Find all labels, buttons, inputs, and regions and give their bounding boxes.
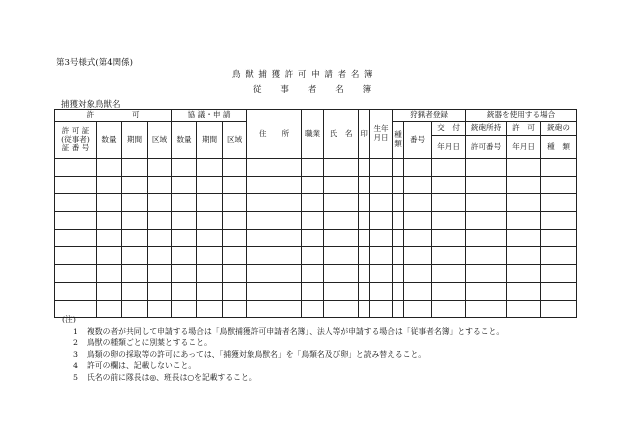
col-gun-permit-date: 年月日 bbox=[507, 136, 541, 159]
table-row bbox=[55, 176, 577, 194]
table-row bbox=[55, 194, 577, 212]
group-permit: 許 可 bbox=[55, 110, 172, 122]
table-cell[interactable] bbox=[393, 159, 404, 177]
table-cell[interactable] bbox=[404, 247, 432, 265]
table-cell[interactable] bbox=[97, 282, 122, 300]
target-species-label: 捕獲対象鳥獣名 bbox=[61, 100, 121, 110]
table-cell[interactable] bbox=[541, 159, 577, 177]
table-cell[interactable] bbox=[122, 247, 148, 265]
table-cell[interactable] bbox=[359, 212, 370, 230]
note-text: 鳥獣の種類ごとに別葉とすること。 bbox=[87, 338, 212, 348]
table-cell[interactable] bbox=[466, 159, 507, 177]
col-permit-cert-no: 許 可 証 (従事者) 証 番 号 bbox=[55, 122, 97, 159]
col-hunt-type: 種 類 bbox=[393, 122, 404, 159]
note-text: 氏名の前に隊長は◎、班長は○を記載すること。 bbox=[87, 372, 257, 382]
table-cell[interactable] bbox=[55, 229, 97, 247]
table-cell[interactable] bbox=[370, 282, 393, 300]
col-issue-date: 年月日 bbox=[432, 136, 466, 159]
table-cell[interactable] bbox=[122, 282, 148, 300]
col-occupation: 職業 bbox=[302, 110, 324, 159]
col-gun-permit-label: 銃砲所持 bbox=[466, 122, 507, 136]
table-cell[interactable] bbox=[122, 229, 148, 247]
table-cell[interactable] bbox=[541, 212, 577, 230]
table-cell[interactable] bbox=[55, 159, 97, 177]
table-cell[interactable] bbox=[97, 176, 122, 194]
table-cell[interactable] bbox=[393, 194, 404, 212]
table-cell[interactable] bbox=[324, 159, 359, 177]
table-cell[interactable] bbox=[148, 176, 172, 194]
table-row bbox=[55, 229, 577, 247]
table-cell[interactable] bbox=[148, 282, 172, 300]
table-row bbox=[55, 159, 577, 177]
table-cell[interactable] bbox=[247, 247, 302, 265]
note-item bbox=[62, 337, 504, 349]
table-cell[interactable] bbox=[466, 212, 507, 230]
table-cell[interactable] bbox=[172, 159, 197, 177]
note-item bbox=[62, 360, 504, 372]
table-cell[interactable] bbox=[507, 194, 541, 212]
table-cell[interactable] bbox=[197, 159, 223, 177]
notes-label: (注) bbox=[62, 315, 76, 324]
table-row bbox=[55, 212, 577, 230]
col-gun-permit-no: 許可番号 bbox=[466, 136, 507, 159]
table-cell[interactable] bbox=[432, 247, 466, 265]
table-cell[interactable] bbox=[197, 265, 223, 283]
table-cell[interactable] bbox=[223, 212, 247, 230]
table-cell[interactable] bbox=[466, 282, 507, 300]
table-cell[interactable] bbox=[432, 159, 466, 177]
table-cell[interactable] bbox=[359, 247, 370, 265]
table-cell[interactable] bbox=[247, 159, 302, 177]
table-cell[interactable] bbox=[223, 282, 247, 300]
note-number: 5 bbox=[73, 372, 78, 382]
table-cell[interactable] bbox=[404, 212, 432, 230]
table-cell[interactable] bbox=[122, 194, 148, 212]
note-number: 2 bbox=[73, 338, 78, 348]
table-cell[interactable] bbox=[324, 265, 359, 283]
notes-list bbox=[62, 326, 504, 384]
table-cell[interactable] bbox=[466, 247, 507, 265]
col-consult-period: 期間 bbox=[197, 122, 223, 159]
notes-section bbox=[62, 314, 504, 384]
table-cell[interactable] bbox=[404, 194, 432, 212]
table-cell[interactable] bbox=[55, 265, 97, 283]
note-number: 3 bbox=[73, 349, 78, 359]
table-cell[interactable] bbox=[432, 229, 466, 247]
table-cell[interactable] bbox=[541, 176, 577, 194]
table-cell[interactable] bbox=[393, 176, 404, 194]
table-cell[interactable] bbox=[393, 229, 404, 247]
table-cell[interactable] bbox=[404, 229, 432, 247]
table-cell[interactable] bbox=[247, 212, 302, 230]
col-name: 氏 名 bbox=[324, 110, 359, 159]
table-cell[interactable] bbox=[302, 282, 324, 300]
table-cell[interactable] bbox=[393, 265, 404, 283]
table-cell[interactable] bbox=[302, 176, 324, 194]
table-cell[interactable] bbox=[172, 194, 197, 212]
applicant-register-table bbox=[54, 109, 577, 318]
table-cell[interactable] bbox=[404, 265, 432, 283]
table-cell[interactable] bbox=[122, 159, 148, 177]
table-cell[interactable] bbox=[223, 247, 247, 265]
table-cell[interactable] bbox=[197, 247, 223, 265]
table-cell[interactable] bbox=[359, 159, 370, 177]
table-cell[interactable] bbox=[302, 194, 324, 212]
table-cell[interactable] bbox=[370, 247, 393, 265]
group-hunting-registration: 狩猟者登録 bbox=[393, 110, 466, 122]
table-cell[interactable] bbox=[172, 212, 197, 230]
table-cell[interactable] bbox=[324, 176, 359, 194]
group-consultation: 協 議・申 請 bbox=[172, 110, 247, 122]
table-cell[interactable] bbox=[97, 159, 122, 177]
note-text: 鳥類の卵の採取等の許可にあっては、「捕獲対象鳥獣名」を「鳥類名及び卵」と読み替えること。 bbox=[87, 349, 427, 359]
table-cell[interactable] bbox=[172, 229, 197, 247]
note-item bbox=[62, 349, 504, 361]
table-cell[interactable] bbox=[370, 265, 393, 283]
table-cell[interactable] bbox=[172, 247, 197, 265]
table-cell[interactable] bbox=[97, 229, 122, 247]
table-cell[interactable] bbox=[324, 212, 359, 230]
table-cell[interactable] bbox=[432, 265, 466, 283]
table-cell[interactable] bbox=[55, 212, 97, 230]
note-item bbox=[62, 372, 504, 384]
table-cell[interactable] bbox=[507, 176, 541, 194]
table-cell[interactable] bbox=[197, 282, 223, 300]
table-cell[interactable] bbox=[302, 265, 324, 283]
col-seal: 印 bbox=[359, 110, 370, 159]
table-cell[interactable] bbox=[404, 176, 432, 194]
table-cell[interactable] bbox=[541, 247, 577, 265]
table-cell[interactable] bbox=[324, 229, 359, 247]
table-cell[interactable] bbox=[541, 229, 577, 247]
table-cell[interactable] bbox=[172, 282, 197, 300]
col-gun-kind: 種 類 bbox=[541, 136, 577, 159]
table-cell[interactable] bbox=[148, 194, 172, 212]
table-cell[interactable] bbox=[55, 194, 97, 212]
col-issue-label: 交 付 bbox=[432, 122, 466, 136]
note-item bbox=[62, 326, 504, 338]
table-cell[interactable] bbox=[302, 247, 324, 265]
table-cell[interactable] bbox=[302, 229, 324, 247]
col-permit-period: 期間 bbox=[122, 122, 148, 159]
table-cell[interactable] bbox=[393, 212, 404, 230]
table-cell[interactable] bbox=[148, 265, 172, 283]
table-cell[interactable] bbox=[223, 194, 247, 212]
col-hunt-number: 番号 bbox=[404, 122, 432, 159]
table-cell[interactable] bbox=[97, 265, 122, 283]
note-text: 複数の者が共同して申請する場合は「鳥獣捕獲許可申請者名簿」、法人等が申請する場合は「従事者名簿」とすること。 bbox=[87, 326, 505, 336]
col-gun-kind-label: 銃砲の bbox=[541, 122, 577, 136]
table-cell[interactable] bbox=[466, 265, 507, 283]
page-title: 鳥 獣 捕 獲 許 可 申 請 者 名 簿 bbox=[232, 70, 374, 80]
table-cell[interactable] bbox=[97, 194, 122, 212]
table-cell[interactable] bbox=[148, 212, 172, 230]
table-cell[interactable] bbox=[466, 194, 507, 212]
table-cell[interactable] bbox=[507, 212, 541, 230]
table-cell[interactable] bbox=[432, 176, 466, 194]
table-cell[interactable] bbox=[359, 265, 370, 283]
table-cell[interactable] bbox=[393, 282, 404, 300]
table-cell[interactable] bbox=[197, 176, 223, 194]
table-cell[interactable] bbox=[404, 159, 432, 177]
col-address: 住 所 bbox=[247, 110, 302, 159]
page-subtitle: 従 事 者 名 簿 bbox=[253, 85, 372, 95]
table-cell[interactable] bbox=[97, 212, 122, 230]
table-cell[interactable] bbox=[393, 247, 404, 265]
table-cell[interactable] bbox=[247, 176, 302, 194]
table-cell[interactable] bbox=[302, 212, 324, 230]
table-row bbox=[55, 282, 577, 300]
table-cell[interactable] bbox=[432, 282, 466, 300]
col-consult-count: 数量 bbox=[172, 122, 197, 159]
table-cell[interactable] bbox=[97, 247, 122, 265]
table-cell[interactable] bbox=[324, 247, 359, 265]
table-cell[interactable] bbox=[247, 229, 302, 247]
table-cell[interactable] bbox=[541, 282, 577, 300]
table-cell[interactable] bbox=[247, 265, 302, 283]
table-row bbox=[55, 247, 577, 265]
table-cell[interactable] bbox=[148, 247, 172, 265]
table-cell[interactable] bbox=[370, 176, 393, 194]
table-cell[interactable] bbox=[370, 212, 393, 230]
table-cell[interactable] bbox=[247, 194, 302, 212]
note-text: 許可の欄は、記載しないこと。 bbox=[87, 361, 197, 371]
col-permit-count: 数量 bbox=[97, 122, 122, 159]
table-cell[interactable] bbox=[55, 247, 97, 265]
table-cell[interactable] bbox=[223, 265, 247, 283]
table-cell[interactable] bbox=[370, 159, 393, 177]
table-cell[interactable] bbox=[223, 229, 247, 247]
table-cell[interactable] bbox=[148, 229, 172, 247]
table-cell[interactable] bbox=[404, 282, 432, 300]
table-cell[interactable] bbox=[302, 159, 324, 177]
table-cell[interactable] bbox=[197, 194, 223, 212]
table-cell[interactable] bbox=[507, 247, 541, 265]
table-cell[interactable] bbox=[122, 265, 148, 283]
col-permit-area: 区域 bbox=[148, 122, 172, 159]
table-cell[interactable] bbox=[197, 212, 223, 230]
note-number: 1 bbox=[73, 326, 78, 336]
table-cell[interactable] bbox=[541, 194, 577, 212]
table-row bbox=[55, 265, 577, 283]
table-cell[interactable] bbox=[359, 194, 370, 212]
table-cell[interactable] bbox=[55, 282, 97, 300]
table-cell[interactable] bbox=[359, 282, 370, 300]
table-cell[interactable] bbox=[55, 176, 97, 194]
table-cell[interactable] bbox=[359, 176, 370, 194]
table-cell[interactable] bbox=[359, 229, 370, 247]
group-gun-use: 銃器を使用する場合 bbox=[466, 110, 577, 122]
table-cell[interactable] bbox=[324, 194, 359, 212]
col-gun-permit-label2: 許 可 bbox=[507, 122, 541, 136]
table-cell[interactable] bbox=[122, 212, 148, 230]
table-cell[interactable] bbox=[541, 265, 577, 283]
table-cell[interactable] bbox=[507, 265, 541, 283]
col-consult-area: 区域 bbox=[223, 122, 247, 159]
table-cell[interactable] bbox=[466, 229, 507, 247]
table-cell[interactable] bbox=[466, 176, 507, 194]
table-cell[interactable] bbox=[432, 194, 466, 212]
table-cell[interactable] bbox=[148, 159, 172, 177]
col-birth-date: 生年 月日 bbox=[370, 110, 393, 159]
table-cell[interactable] bbox=[172, 176, 197, 194]
form-number: 第3号様式(第4関係) bbox=[56, 58, 133, 68]
table-cell[interactable] bbox=[507, 229, 541, 247]
table-cell[interactable] bbox=[432, 212, 466, 230]
table-cell[interactable] bbox=[172, 265, 197, 283]
table-cell[interactable] bbox=[507, 300, 541, 318]
table-cell[interactable] bbox=[223, 159, 247, 177]
table-cell[interactable] bbox=[324, 282, 359, 300]
table-cell[interactable] bbox=[507, 282, 541, 300]
table-cell[interactable] bbox=[122, 176, 148, 194]
table-cell[interactable] bbox=[223, 176, 247, 194]
table-cell[interactable] bbox=[247, 282, 302, 300]
table-cell[interactable] bbox=[541, 300, 577, 318]
table-cell[interactable] bbox=[370, 229, 393, 247]
table-cell[interactable] bbox=[507, 159, 541, 177]
table-cell[interactable] bbox=[370, 194, 393, 212]
table-cell[interactable] bbox=[197, 229, 223, 247]
note-number: 4 bbox=[73, 361, 78, 371]
